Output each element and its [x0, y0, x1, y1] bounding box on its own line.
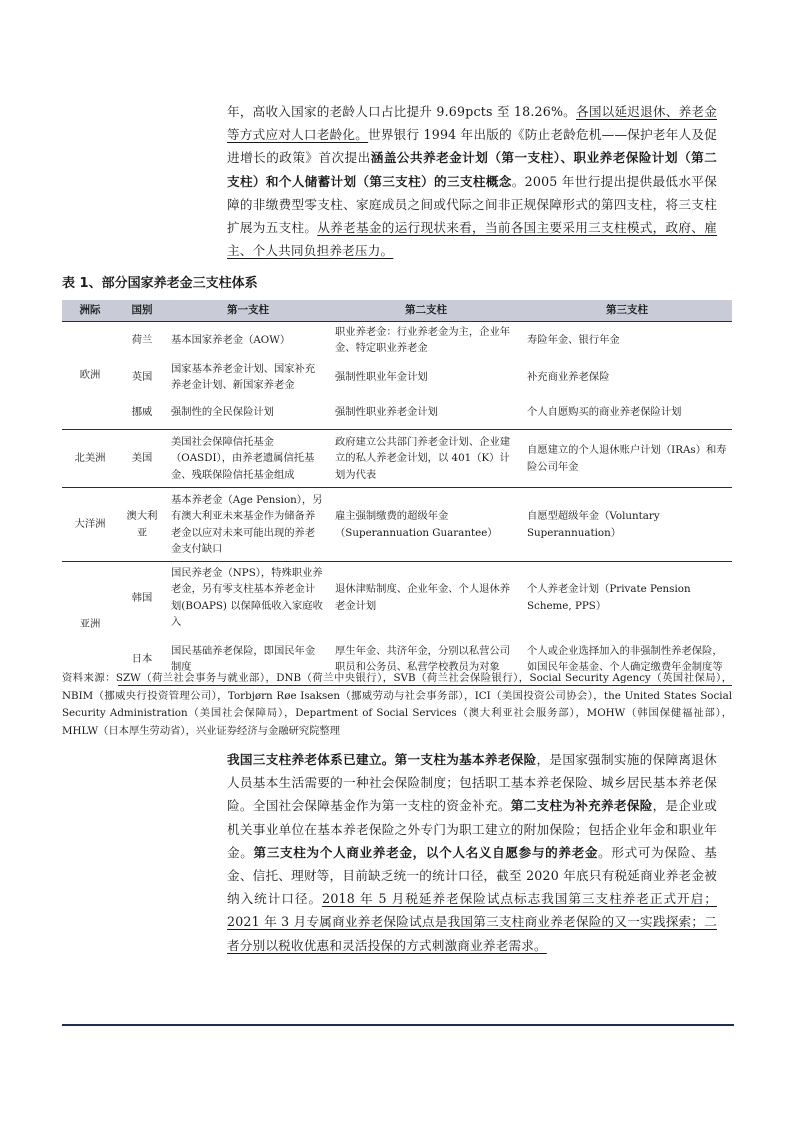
p2-underlined-7: 2018 年 5 月税延养老保险试点标志我国第三支柱养老正式开启；2021 年 3 月专属商业养老保险试点是我国第三支柱商业养老保险的又一实践探索；二者分别以税收优惠和灵活投保的方式刺激商业养老需求。	[227, 891, 717, 953]
pillar-2-cell: 强制性职业养老金计划	[335, 406, 438, 418]
header-pillar-2: 第二支柱	[330, 300, 522, 321]
pillar-3-cell: 个人养老金计划（Private Pension Scheme, PPS）	[522, 562, 732, 634]
pillar-3-cell: 寿险年金、银行年金	[527, 333, 620, 346]
pillar-2-cell: 强制性职业年金计划	[335, 370, 428, 383]
p2-bold-1: 我国三支柱养老体系已建立。第一支柱为基本养老保险	[227, 752, 537, 767]
table-row	[62, 488, 732, 562]
pillar-3-cell: 自愿建立的个人退休账户计划（IRAs）和寿险公司年金	[522, 430, 732, 488]
pension-pillar-table	[62, 300, 732, 686]
p2-bold-5: 第三支柱为个人商业养老金，以个人名义自愿参与的养老金	[253, 844, 599, 860]
pillar-3-cell: 个人或企业选择加入的非强制性养老保险，如国民年金基金、个人确定缴费年金制度等	[522, 634, 732, 686]
header-pillar-1: 第一支柱	[166, 300, 330, 321]
p2-text-4: ，是企业或机关事业单位在基本养老保险之外专门为职工建立的附加保险；包括企业年金和职业年金。	[227, 798, 718, 860]
header-pillar-3: 第三支柱	[522, 300, 732, 321]
table-row	[62, 396, 732, 430]
pillar-2-cell: 厚生年金、共济年金，分别以私营公司职员和公务员、私营学校教员为对象	[330, 634, 522, 686]
pillar-1-cell: 基本养老金（Age Pension），另有澳大利亚未来基金作为储备养老金以应对未来可能出现的养老金支付缺口	[166, 488, 330, 562]
p1-underlined-1: 各国以延迟退休、养老金等方式应对人口老龄化。	[227, 104, 717, 143]
country-cell: 澳大利亚	[118, 488, 166, 562]
country-cell: 韩国	[118, 562, 166, 634]
pillar-2-cell: 雇主强制缴费的超级年金（Superannuation Guarantee）	[330, 488, 522, 562]
p1-sentence-3: 世界银行 1994 年出版的《防止老龄危机——保护老年人及促进增长的政策》首次提出	[227, 127, 717, 166]
p2-bold-3: 第二支柱为补充养老保险	[510, 798, 653, 814]
pillar-3-cell: 补充商业养老保险	[527, 370, 610, 383]
country-cell: 美国	[118, 430, 166, 488]
pillar-1-cell: 国民基础养老保险，即国民年金制度	[166, 634, 330, 686]
table-row	[62, 359, 732, 396]
country-cell: 日本	[118, 634, 166, 686]
pillar-2-cell: 职业养老金：行业养老金为主，企业年金、特定职业养老金	[335, 325, 511, 354]
pillar-1-cell: 基本国家养老金（AOW）	[171, 333, 291, 346]
pillar-1-cell: 国民养老金（NPS），特殊职业养老金，另有零支柱基本养老金计划(BOAPS) 以保障低收入家庭收入	[166, 562, 330, 634]
region-north-america: 北美洲	[62, 430, 118, 488]
p1-sentence-1: 年，高收入国家的老龄人口占比提升 9.69pcts 至 18.26%。	[227, 104, 576, 119]
table-source-note: 资料来源：SZW（荷兰社会事务与就业部），DNB（荷兰中央银行），SVB（荷兰社会保险银行），Social Security Agency（英国社保局），NBIM（挪威央行投资管理公司），Torbjørn Røe Isaksen（挪威劳动与社会事务部），ICI（美国投资公司协会），the United States Social Security Administration（美国社会保障局），Department of Social Services（澳大利亚社会服务部），MOHW（韩国保健福祉部），MHLW（日本厚生劳动省），兴业证券经济与金融研究院整理	[62, 672, 732, 737]
country-cell: 英国	[131, 370, 153, 383]
pillar-1-cell: 国家基本养老金计划、国家补充养老金计划、新国家养老金	[171, 362, 316, 391]
pillar-2-cell: 退休津贴制度、企业年金、个人退休养老金计划	[330, 562, 522, 634]
p2-text-6: 。形式可为保险、基金、信托、理财等，目前缺乏统一的统计口径，截至 2020 年底只有税延商业养老金被纳入统计口径。	[227, 844, 717, 907]
footer-divider	[62, 1024, 734, 1026]
region-oceania: 大洋洲	[62, 488, 118, 562]
country-cell: 挪威	[131, 406, 153, 418]
table-row	[62, 321, 732, 359]
pillar-1-cell: 美国社会保障信托基金（OASDI），由养老遗属信托基金、残联保险信托基金组成	[166, 430, 330, 488]
p1-sentence-5: 。2005 年世行提出提供最低水平保障的非缴费型零支柱、家庭成员之间或代际之间非正规保障形式的第四支柱，将三支柱扩展为五支柱。	[227, 173, 718, 236]
table-header-row	[62, 300, 732, 321]
table-title: 表 1、部分国家养老金三支柱体系	[62, 276, 258, 291]
pillar-3-cell: 自愿型超级年金（Voluntary Superannuation）	[522, 488, 732, 562]
pillar-2-cell: 政府建立公共部门养老金计划、企业建立的私人养老金计划，以 401（K）计划为代表	[330, 430, 522, 488]
table-row	[62, 430, 732, 488]
header-region: 洲际	[62, 300, 118, 321]
country-cell: 荷兰	[131, 333, 153, 346]
region-asia: 亚洲	[62, 562, 118, 686]
pillar-1-cell: 强制性的全民保险计划	[171, 406, 274, 418]
pillar-3-cell: 个人自愿购买的商业养老保险计划	[527, 406, 682, 418]
table-row	[62, 562, 732, 634]
intro-paragraph	[227, 100, 717, 262]
china-pillar-paragraph	[227, 748, 717, 957]
header-country: 国别	[118, 300, 166, 321]
p1-underlined-2: 从养老基金的运行现状来看，当前各国主要采用三支柱模式，政府、雇主、个人共同负担养老压力。	[227, 220, 717, 259]
region-europe: 欧洲	[79, 369, 101, 381]
p1-bold-concept: 涵盖公共养老金计划（第一支柱）、职业养老保险计划（第二支柱）和个人储蓄计划（第三支柱）的三支柱概念	[227, 150, 717, 189]
p2-text-2: ，是国家强制实施的保障离退休人员基本生活需要的一种社会保险制度；包括职工基本养老保险、城乡居民基本养老保险。全国社会保障基金作为第一支柱的资金补充。	[227, 752, 717, 814]
